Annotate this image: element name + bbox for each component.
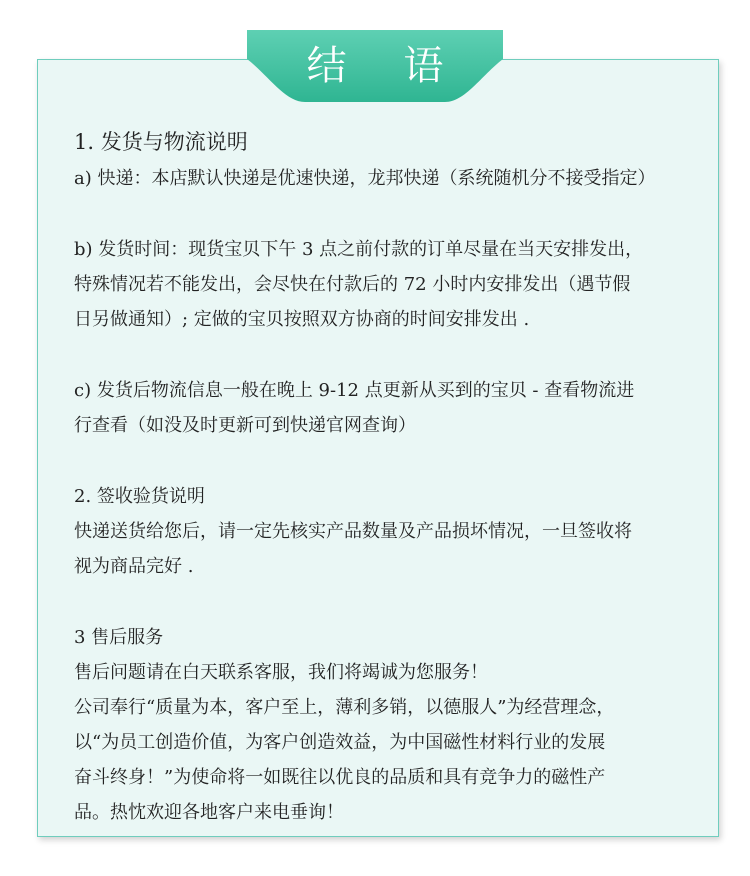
shipping-tracking-line: 行查看（如没及时更新可到快递官网查询）: [74, 415, 416, 436]
title-tab: [247, 30, 503, 102]
receipt-line: 快递送货给您后，请一定先核实产品数量及产品损坏情况，一旦签收将: [74, 521, 632, 542]
shipping-time-line: b) 发货时间：现货宝贝下午 3 点之前付款的订单尽量在当天安排发出，: [74, 239, 644, 260]
after-sales-line: 以“为员工创造价值，为客户创造效益，为中国磁性材料行业的发展: [74, 732, 606, 753]
after-sales-line: 公司奉行“质量为本，客户至上，薄利多销，以德服人”为经营理念，: [74, 697, 615, 718]
receipt-heading: 2. 签收验货说明: [74, 486, 205, 507]
main-content: [74, 124, 704, 830]
after-sales-line: 品。热忱欢迎各地客户来电垂询！: [74, 802, 344, 823]
receipt-line: 视为商品完好 .: [74, 556, 194, 577]
page-title: 结 语: [306, 43, 466, 89]
shipping-tracking-line: c) 发货后物流信息一般在晚上 9-12 点更新从买到的宝贝 - 查看物流进: [74, 380, 635, 401]
shipping-time-line: 日另做通知）; 定做的宝贝按照双方协商的时间安排发出 .: [74, 309, 530, 330]
shipping-time-line: 特殊情况若不能发出，会尽快在付款后的 72 小时内安排发出（遇节假: [74, 274, 631, 295]
after-sales-line: 售后问题请在白天联系客服，我们将竭诚为您服务！: [74, 662, 488, 683]
shipping-express: a) 快递：本店默认快递是优速快递，龙邦快递（系统随机分不接受指定）: [74, 168, 656, 189]
after-sales-heading: 3 售后服务: [74, 627, 164, 648]
after-sales-line: 奋斗终身！”为使命将一如既往以优良的品质和具有竞争力的磁性产: [74, 767, 606, 788]
shipping-heading: 1. 发货与物流说明: [74, 130, 248, 154]
